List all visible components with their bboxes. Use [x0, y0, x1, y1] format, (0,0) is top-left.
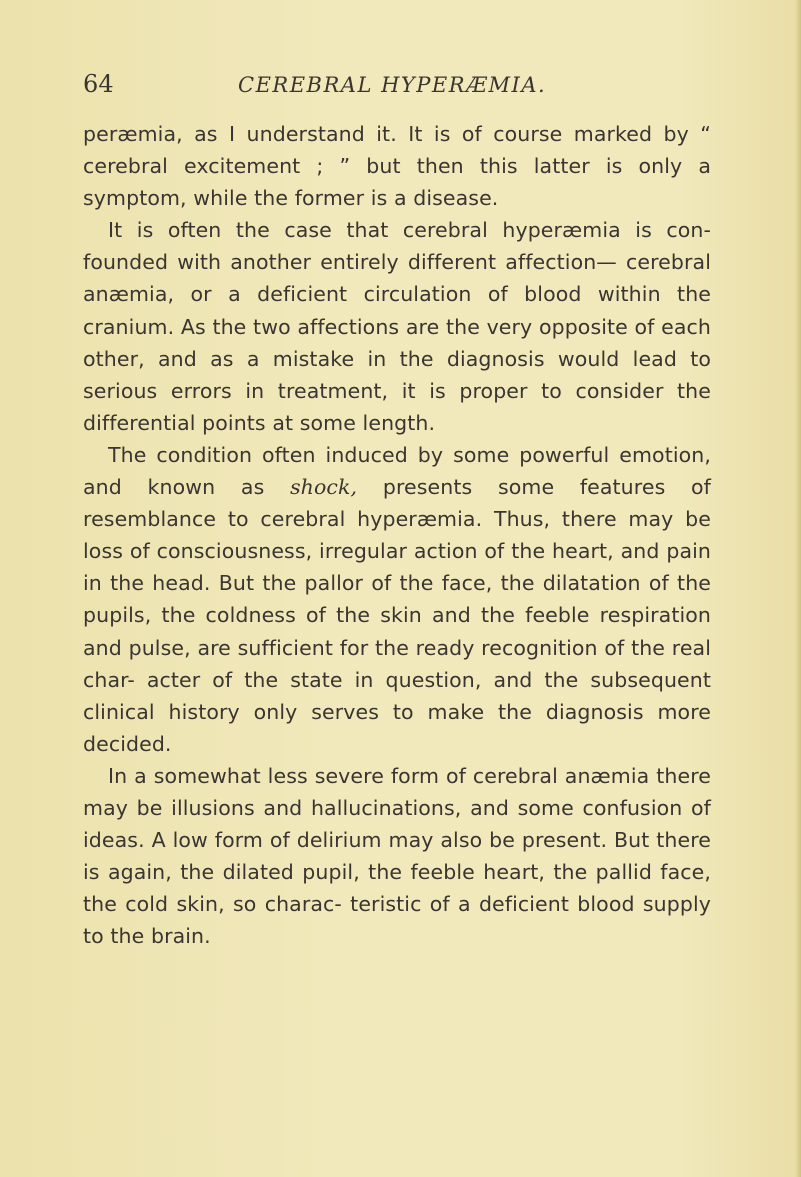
page-header — [83, 70, 711, 110]
text-block — [83, 70, 711, 952]
paragraph-3-after: presents some features of resemblance to cerebral hyperæmia. Thus, there may be loss of consciousness, irregular action of the heart, and pain in the head. But the pallor of the face, the dilatation of the pupils, the coldness of the skin and the feeble respiration and pulse, are sufficient for the ready recognition of the real char- acter of the state in question, and the subsequent clinical history only serves to make the diagnosis more decided. — [83, 475, 711, 756]
paragraph-3 — [83, 439, 711, 760]
italic-term-shock: shock, — [290, 475, 358, 500]
paragraph-4: In a somewhat less severe form of cerebral anæmia there may be illusions and hallucinations, and some confusion of ideas. A low form of delirium may also be present. But there is again, the dilated pupil, the feeble heart, the pallid face, the cold skin, so charac- teristic of a deficient blood supply to the brain. — [83, 763, 711, 949]
running-head: CEREBRAL HYPERÆMIA. — [238, 73, 547, 97]
paragraph-3-before: The condition often induced by some powerful emotion, and known as — [83, 442, 711, 500]
page-number: 64 — [83, 70, 114, 98]
paragraph-2: It is often the case that cerebral hyperæmia is con- founded with another entirely different affection— cerebral anæmia, or a deficient circulation of blood within the cranium. As the two affections are the very opposite of each other, and as a mistake in the diagnosis would lead to serious errors in treatment, it is proper to consider the differential points at some length. — [83, 218, 711, 435]
paragraph-1: peræmia, as I understand it. It is of course marked by “ cerebral excitement ; ” but then this latter is only a symptom, while the former is a disease. — [83, 122, 711, 211]
page-edge-shadow — [795, 0, 801, 1177]
